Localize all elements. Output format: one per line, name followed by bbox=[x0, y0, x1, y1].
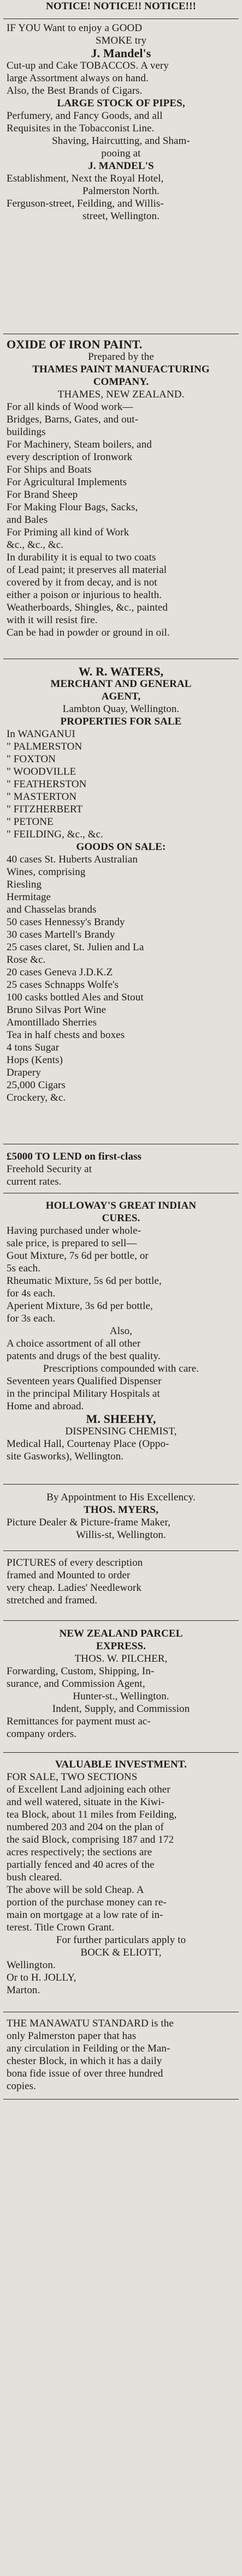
ad-text-line: any circulation in Feilding or the Man- bbox=[7, 2043, 170, 2054]
ad-text-line: Remittances for payment must ac- bbox=[7, 1716, 151, 1727]
ad-text-line: LARGE STOCK OF PIPES, bbox=[57, 98, 185, 109]
ad-text-line: 25 cases Schnapps Wolfe's bbox=[7, 979, 119, 991]
ad-text-line: J. Mandel's bbox=[91, 47, 151, 59]
ad-text-line: SMOKE try bbox=[95, 35, 147, 46]
ad-text-line: For Machinery, Steam boilers, and bbox=[7, 439, 152, 450]
ad-text-line: For Agricultural Implements bbox=[7, 476, 127, 488]
ad-text-line: " PETONE bbox=[7, 816, 54, 828]
ad-text-line: company orders. bbox=[7, 1728, 77, 1740]
ad-text-line: THAMES, NEW ZEALAND. bbox=[57, 389, 185, 400]
ad-text-line: Hunter-st., Wellington. bbox=[73, 1691, 169, 1702]
ad-text-line: Bridges, Barns, Gates, and out- bbox=[7, 414, 139, 425]
ad-text-line: with it will resist fire. bbox=[7, 614, 98, 626]
ad-text-line: Crockery, &c. bbox=[7, 1092, 66, 1103]
ad-text-line: Shaving, Haircutting, and Sham- bbox=[52, 135, 190, 147]
ad-text-line: Tea in half chests and boxes bbox=[7, 1029, 125, 1041]
ad-text-line: FOR SALE, TWO SECTIONS bbox=[7, 1771, 138, 1783]
ad-text-line: Forwarding, Custom, Shipping, In- bbox=[7, 1666, 155, 1677]
ad-text-line: Or to H. JOLLY, bbox=[7, 1972, 76, 1983]
ad-text-line: main on mortgage at a low rate of in- bbox=[7, 1909, 163, 1921]
ad-text-line: GOODS ON SALE: bbox=[76, 841, 166, 853]
column-rule bbox=[3, 1484, 239, 1485]
ad-text-line: in the principal Military Hospitals at bbox=[7, 1388, 160, 1399]
ad-text-line: bona fide issue of over three hundred bbox=[7, 2068, 163, 2079]
ad-text-line: pooing at bbox=[101, 148, 141, 159]
ad-text-line: Rheumatic Mixture, 5s 6d per bottle, bbox=[7, 1275, 162, 1287]
ad-text-line: Home and abroad. bbox=[7, 1401, 84, 1412]
ad-text-line: W. R. WATERS, bbox=[78, 665, 164, 678]
ad-text-line: terest. Title Crown Grant. bbox=[7, 1922, 115, 1933]
column-rule bbox=[3, 1620, 239, 1621]
ad-text-line: partially fenced and 40 acres of the bbox=[7, 1859, 155, 1871]
ad-text-line: For all kinds of Wood work— bbox=[7, 401, 133, 413]
ad-text-line: Amontillado Sherries bbox=[7, 1017, 97, 1028]
ad-text-line: surance, and Commission Agent, bbox=[7, 1678, 145, 1690]
ad-text-line: of Lead paint; it preserves all material bbox=[7, 564, 167, 576]
ad-text-line: street, Wellington. bbox=[82, 210, 160, 222]
ad-text-line: framed and Mounted to order bbox=[7, 1570, 131, 1581]
ad-text-line: Riesling bbox=[7, 879, 42, 890]
ad-text-line: bush cleared. bbox=[7, 1872, 62, 1883]
ad-text-line: &c., &c., &c. bbox=[7, 539, 64, 551]
ad-text-line: for 3s each. bbox=[7, 1313, 56, 1324]
ad-text-line: " FITZHERBERT bbox=[7, 804, 83, 815]
ad-text-line: NEW ZEALAND PARCEL bbox=[59, 1628, 183, 1639]
ad-text-line: Wellington. bbox=[7, 1959, 56, 1971]
ad-text-line: MERCHANT AND GENERAL bbox=[50, 678, 192, 690]
ad-text-line: and Chasselas brands bbox=[7, 904, 97, 915]
ad-text-line: Establishment, Next the Royal Hotel, bbox=[7, 173, 164, 184]
ad-text-line: PICTURES of every description bbox=[7, 1557, 143, 1568]
ad-text-line: Seventeen years Qualified Dispenser bbox=[7, 1376, 162, 1387]
ad-text-line: Can be had in powder or ground in oil. bbox=[7, 627, 170, 638]
ad-text-line: Palmerston North. bbox=[82, 185, 160, 197]
ad-text-line: In WANGANUI bbox=[7, 728, 75, 740]
ad-text-line: Picture Dealer & Picture-frame Maker, bbox=[7, 1517, 170, 1528]
ad-text-line: Requisites in the Tobacconist Line. bbox=[7, 123, 155, 134]
ad-text-line: and well watered, situate in the Kiwi- bbox=[7, 1796, 165, 1808]
ad-text-line: VALUABLE INVESTMENT. bbox=[55, 1759, 187, 1770]
ad-text-line: site Gasworks), Wellington. bbox=[7, 1451, 124, 1462]
ad-text-line: stretched and framed. bbox=[7, 1595, 98, 1606]
ad-text-line: Cut-up and Cake TOBACCOS. A very bbox=[7, 60, 169, 71]
ad-text-line: By Appointment to His Excellency. bbox=[46, 1492, 196, 1503]
ad-text-line: THAMES PAINT MANUFACTURING bbox=[32, 364, 210, 375]
ad-text-line: large Assortment always on hand. bbox=[7, 73, 149, 84]
ad-text-line: sale price, is prepared to sell— bbox=[7, 1238, 137, 1249]
ad-text-line: only Palmerston paper that has bbox=[7, 2030, 137, 2042]
ad-text-line: BOCK & ELIOTT, bbox=[80, 1947, 162, 1958]
ad-text-line: PROPERTIES FOR SALE bbox=[60, 716, 182, 727]
ad-text-line: portion of the purchase money can re- bbox=[7, 1897, 167, 1908]
ad-text-line: 25,000 Cigars bbox=[7, 1079, 66, 1091]
ad-text-line: " PALMERSTON bbox=[7, 741, 82, 752]
ad-text-line: copies. bbox=[7, 2080, 36, 2092]
ad-text-line: THOS. MYERS, bbox=[84, 1504, 158, 1516]
ad-text-line: For Making Flour Bags, Sacks, bbox=[7, 502, 138, 513]
ad-text-line: Hops (Kents) bbox=[7, 1054, 63, 1066]
ad-text-line: tea Block, about 11 miles from Feilding, bbox=[7, 1809, 177, 1820]
ad-text-line: THOS. W. PILCHER, bbox=[74, 1653, 168, 1664]
ad-text-line: 25 cases claret, St. Julien and La bbox=[7, 942, 144, 953]
ad-text-line: Aperient Mixture, 3s 6d per bottle, bbox=[7, 1300, 153, 1312]
ad-text-line: The above will be sold Cheap. A bbox=[7, 1884, 144, 1896]
ad-text-line: A choice assortment of all other bbox=[7, 1338, 141, 1349]
ad-text-line: For further particulars apply to bbox=[56, 1934, 186, 1946]
ad-text-line: J. MANDEL'S bbox=[88, 160, 154, 172]
ad-text-line: buildings bbox=[7, 426, 46, 438]
ad-text-line: Prepared by the bbox=[88, 351, 154, 363]
ad-text-line: Lambton Quay, Wellington. bbox=[62, 703, 180, 715]
ad-text-line: the said Block, comprising 187 and 172 bbox=[7, 1834, 174, 1845]
ad-text-line: Also, bbox=[109, 1325, 133, 1337]
ad-text-line: of Excellent Land adjoining each other bbox=[7, 1784, 170, 1795]
ad-text-line: Drapery bbox=[7, 1067, 41, 1078]
ad-text-line: numbered 203 and 204 on the plan of bbox=[7, 1821, 164, 1833]
ad-text-line: 100 casks bottled Ales and Stout bbox=[7, 992, 144, 1003]
ad-text-line: " FEILDING, &c., &c. bbox=[7, 829, 104, 840]
ad-text-line: Gout Mixture, 7s 6d per bottle, or bbox=[7, 1250, 149, 1262]
ad-text-line: Freehold Security at bbox=[7, 1163, 92, 1175]
ad-text-line: Bruno Silvas Port Wine bbox=[7, 1004, 107, 1016]
ad-text-line: HOLLOWAY'S GREAT INDIAN bbox=[45, 1200, 197, 1211]
ad-text-line: EXPRESS. bbox=[96, 1640, 146, 1652]
ad-text-line: Prescriptions compounded with care. bbox=[43, 1363, 199, 1374]
column-rule bbox=[3, 1752, 239, 1753]
ad-text-line: M. SHEEHY, bbox=[86, 1413, 156, 1425]
ad-text-line: NOTICE! NOTICE!! NOTICE!!! bbox=[46, 1, 196, 12]
ad-text-line: Ferguson-street, Feilding, and Willis- bbox=[7, 198, 164, 209]
ad-text-line: Hermitage bbox=[7, 891, 51, 903]
ad-text-line: " FEATHERSTON bbox=[7, 779, 87, 790]
ad-text-line: Marton. bbox=[7, 1984, 40, 1996]
ad-text-line: AGENT, bbox=[101, 691, 141, 702]
ad-text-line: IF YOU Want to enjoy a GOOD bbox=[7, 22, 143, 34]
ad-text-line: covered by it from decay, and is not bbox=[7, 577, 157, 588]
ad-text-line: very cheap. Ladies' Needlework bbox=[7, 1582, 141, 1594]
ad-text-line: Having purchased under whole- bbox=[7, 1225, 141, 1236]
ad-text-line: " FOXTON bbox=[7, 753, 56, 765]
ad-text-line: Rose &c. bbox=[7, 954, 46, 966]
ad-text-line: For Ships and Boats bbox=[7, 464, 92, 475]
ad-text-line: DISPENSING CHEMIST, bbox=[65, 1426, 177, 1437]
ad-text-line: acres respectively; the sections are bbox=[7, 1847, 152, 1858]
ad-text-line: 30 cases Martell's Brandy bbox=[7, 929, 115, 940]
ad-text-line: Perfumery, and Fancy Goods, and all bbox=[7, 110, 163, 122]
ad-text-line: Wines, comprising bbox=[7, 866, 86, 878]
ad-text-line: OXIDE OF IRON PAINT. bbox=[7, 338, 143, 351]
ad-text-line: chester Block, in which it has a daily bbox=[7, 2055, 162, 2067]
ad-text-line: for 4s each. bbox=[7, 1288, 56, 1299]
ad-text-line: every description of Ironwork bbox=[7, 451, 133, 463]
ad-text-line: For Priming all kind of Work bbox=[7, 527, 129, 538]
ad-text-line: 40 cases St. Huberts Australian bbox=[7, 854, 138, 865]
ad-text-line: and Bales bbox=[7, 514, 48, 526]
ad-text-line: COMPANY. bbox=[93, 376, 149, 388]
ad-text-line: 20 cases Geneva J.D.K.Z bbox=[7, 967, 113, 978]
ad-text-line: Also, the Best Brands of Cigars. bbox=[7, 85, 143, 96]
ad-text-line: In durability it is equal to two coats bbox=[7, 552, 156, 563]
ad-text-line: patents and drugs of the best quality. bbox=[7, 1350, 161, 1362]
column-rule bbox=[3, 2099, 239, 2100]
ad-text-line: Willis-st, Wellington. bbox=[76, 1529, 166, 1541]
ad-text-line: " WOODVILLE bbox=[7, 766, 76, 777]
ad-text-line: CURES. bbox=[102, 1212, 140, 1224]
ad-text-line: Medical Hall, Courtenay Place (Oppo- bbox=[7, 1438, 169, 1450]
ad-text-line: 4 tons Sugar bbox=[7, 1042, 60, 1053]
ad-text-line: THE MANAWATU STANDARD is the bbox=[7, 2018, 174, 2029]
ad-text-line: either a poison or injurious to health. bbox=[7, 589, 162, 601]
ad-text-line: Weatherboards, Shingles, &c., painted bbox=[7, 602, 168, 613]
ad-text-line: For Brand Sheep bbox=[7, 489, 78, 500]
ad-text-line: £5000 TO LEND on first-class bbox=[7, 1151, 142, 1162]
ad-text-line: current rates. bbox=[7, 1176, 62, 1187]
ad-text-line: " MASTERTON bbox=[7, 791, 77, 803]
ad-text-line: 5s each. bbox=[7, 1263, 40, 1274]
ad-text-line: 50 cases Hennessy's Brandy bbox=[7, 916, 125, 928]
ad-text-line: Indent, Supply, and Commission bbox=[52, 1703, 190, 1715]
